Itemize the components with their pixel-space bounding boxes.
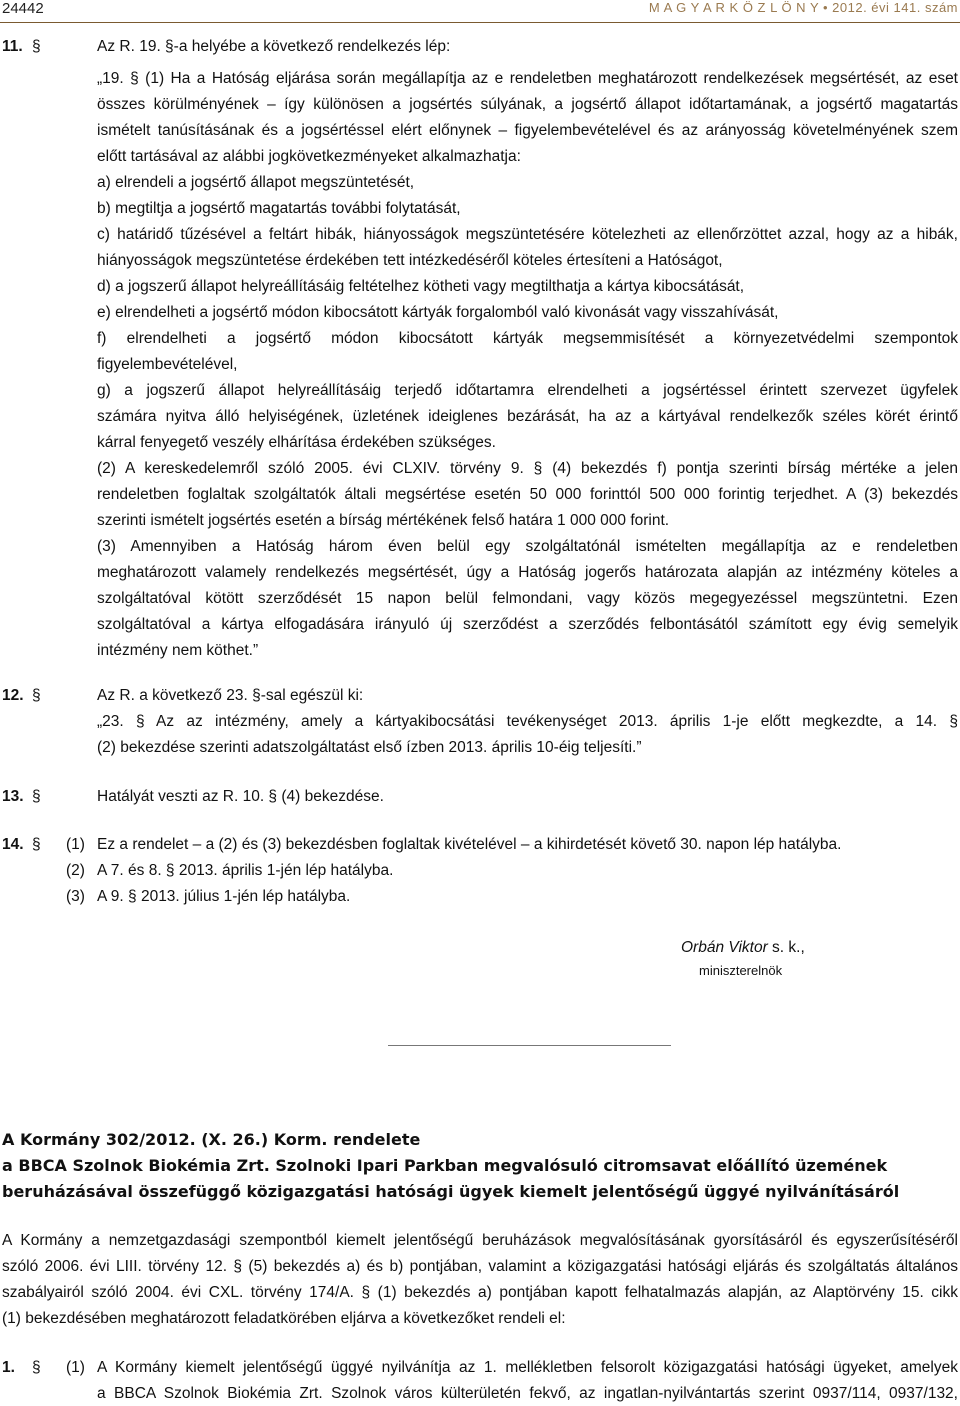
item-number-12: 12. (2, 687, 24, 704)
item-number-11: 11. (2, 38, 23, 55)
signature-name (681, 938, 805, 958)
preamble-line: (1) bekezdésében meghatározott feladatkörében eljárva a következőket rendeli el: (2, 1310, 566, 1327)
text-line: előtt tartásával az alábbi jogkövetkezményeket alkalmazhatja: (97, 148, 521, 165)
section-sign: § (32, 1359, 41, 1376)
point-b: b) megtiltja a jogsértő magatartás további folytatását, (97, 200, 461, 217)
text-line: „19. § (1) Ha a Hatóság eljárása során megállapítja az e rendeletben meghatározott rendelkezések megsértését, az eset (97, 70, 958, 87)
point-g: g) a jogszerű állapot helyreállításáig terjedő időtartamra elrendelheti a jogsértéssel érintett szervezet ügyfelek (97, 382, 958, 399)
decree-title: A Kormány 302/2012. (X. 26.) Korm. rendelete (2, 1130, 421, 1149)
point-a: a) elrendeli a jogsértő állapot megszüntetését, (97, 174, 415, 191)
point-d: d) a jogszerű állapot helyreállításáig feltételhez kötheti vagy megtilthatja a kártya kibocsátását, (97, 278, 745, 295)
text-line: Ez a rendelet – a (2) és (3) bekezdésben foglaltak kivételével – a kihirdetését követő 30. napon lép hatályba. (97, 836, 842, 853)
item-13-text: Hatályát veszti az R. 10. § (4) bekezdése. (97, 788, 384, 805)
preamble-line: A Kormány a nemzetgazdasági szempontból kiemelt jelentőségű beruházások megvalósításának gyorsításáról és egyszerűsítéséről (2, 1232, 958, 1249)
item-number-14: 14. (2, 836, 24, 853)
point-c: c) határidő tűzésével a feltárt hibák, hiányosságok megszüntetésére kötelezheti az ellenőrzöttet azzal, hogy az a hibák, (97, 226, 958, 243)
item-12-intro: Az R. a következő 23. §-sal egészül ki: (97, 687, 364, 704)
text-line: rendeletben foglaltak szolgáltatók általi megsértése esetén 50 000 forinttól 500 000 forintig terjedhet. A (3) bekezdés (97, 486, 958, 503)
item-number-1: 1. (2, 1359, 15, 1376)
point-g-end: kárral fenyegető veszély elhárítása érdekében szükséges. (97, 434, 496, 451)
journal-title: M A G Y A R K Ö Z L Ö N Y • 2012. évi 141. szám (648, 0, 958, 15)
section-sign: § (32, 836, 41, 853)
point-c-cont: hiányosságok megszüntetése érdekében tett intézkedéséről köteles értesíteni a Hatóságot, (97, 252, 723, 269)
text-line: A Kormány kiemelt jelentőségű üggyé nyilvánítja az 1. mellékletben felsorolt közigazgatási hatósági ügyeket, amelyek (97, 1359, 958, 1376)
subsection-marker: (1) (66, 836, 85, 853)
point-f-cont: figyelembevételével, (97, 356, 238, 373)
point-e: e) elrendelheti a jogsértő módon kibocsátott kártyák forgalomból való kivonását vagy visszahívását, (97, 304, 779, 321)
subsection-marker: (2) (66, 862, 85, 879)
subsection-3: (3) Amennyiben a Hatóság három éven belül egy szolgáltatónál ismételten megállapítja az e rendeletben (97, 538, 958, 555)
text-line: összes körülményének – így különösen a jogsértés súlyának, a jogsértő állapot időtartamának, a jogsértő magatartás (97, 96, 958, 113)
section-sign: § (32, 788, 41, 805)
point-g-cont: számára nyitva álló helyiségének, üzletének ideiglenes bezárását, ha az a kártyával rendelkezők széles körét érintő (97, 408, 958, 425)
text-line: szolgáltatóval kötött szerződését 15 napon belül felmondani, vagy közös megegyezéssel megszüntetni. Ezen (97, 590, 958, 607)
subsection-2: (2) A kereskedelemről szóló 2005. évi CLXIV. törvény 9. § (4) bekezdés f) pontja szerinti bírság mértéke a jelen (97, 460, 958, 477)
text-line: ismételt tanúsításának és a jogsértéssel elért előnynek – figyelembevételével és az arányosság követelményének szem (97, 122, 958, 139)
separator-rule (388, 1045, 671, 1046)
text-line: A 7. és 8. § 2013. április 1-jén lép hatályba. (97, 862, 394, 879)
signature-title: miniszterelnök (699, 963, 783, 978)
decree-subtitle: beruházásával összefüggő közigazgatási hatósági ügyek kiemelt jelentőségű üggyé nyilvánításáról (2, 1182, 900, 1201)
subsection-marker: (1) (66, 1359, 85, 1376)
section-sign: § (32, 38, 41, 55)
page-number: 24442 (2, 0, 44, 17)
header-rule (0, 22, 960, 23)
subsection-marker: (3) (66, 888, 85, 905)
preamble-line: szabályairól szóló 2004. évi CXL. törvény 174/A. § (1) bekezdés a) pontjában kapott felhatalmazás alapján, az Alaptörvény 15. cikk (2, 1284, 958, 1301)
decree-subtitle: a BBCA Szolnok Biokémia Zrt. Szolnoki Ipari Parkban megvalósuló citromsavat előállító üzemének (2, 1156, 888, 1175)
item-11-intro: Az R. 19. §-a helyébe a következő rendelkezés lép: (97, 38, 451, 55)
text-line: „23. § Az az intézmény, amely a kártyakibocsátási tevékenységet 2013. április 1-je előtt megkezdte, a 14. § (97, 713, 958, 730)
text-line: a BBCA Szolnok Biokémia Zrt. Szolnok város külterületén fekvő, az ingatlan-nyilvántartás szerint 0937/114, 0937/132, (97, 1385, 958, 1402)
point-f: f) elrendelheti a jogsértő módon kibocsátott kártyák megsemmisítését a környezetvédelmi szempontok (97, 330, 958, 347)
text-line: meghatározott valamely rendelkezés megsértését, úgy a Hatóság jogerős határozata alapján az intézmény köteles a (97, 564, 958, 581)
text-line: szolgáltatóval a kártya elfogadására irányuló új szerződést a szerződés felbontásától számított egy évig semelyik (97, 616, 958, 633)
preamble-line: szóló 2006. évi LIII. törvény 12. § (5) bekezdés a) és b) pontjában, valamint a közigazgatási hatósági eljárás és szolgáltatás általános (2, 1258, 958, 1275)
item-number-13: 13. (2, 788, 24, 805)
signer-name: Orbán Viktor (681, 939, 768, 956)
text-line: intézmény nem köthet.” (97, 642, 259, 659)
signer-suffix: s. k., (767, 939, 805, 956)
text-line: A 9. § 2013. július 1-jén lép hatályba. (97, 888, 351, 905)
text-line: (2) bekezdése szerinti adatszolgáltatást első ízben 2013. április 10-éig teljesíti.” (97, 739, 642, 756)
section-sign: § (32, 687, 41, 704)
text-line: szerinti ismételt jogsértés esetén a bírság mértékének felső határa 1 000 000 forint. (97, 512, 670, 529)
